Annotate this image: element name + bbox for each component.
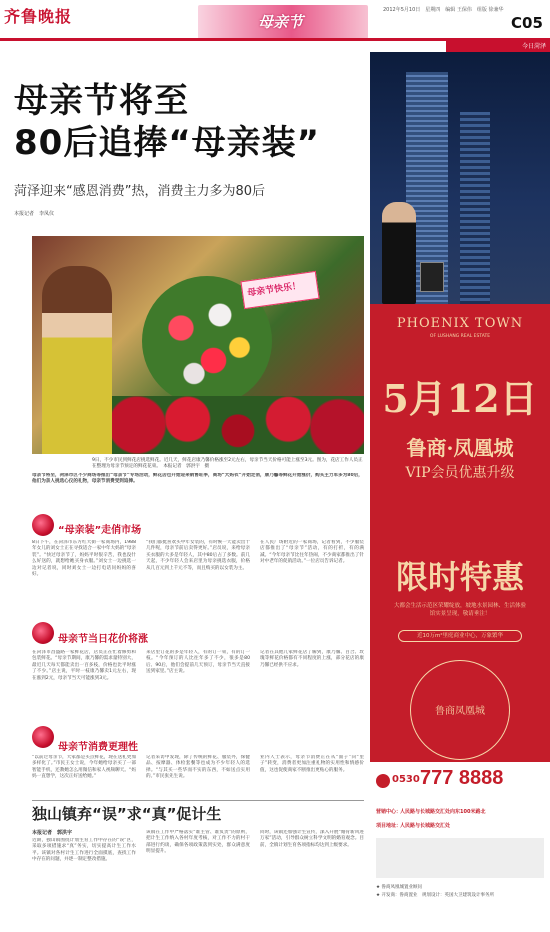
section-2-col-3: 记者在其他几家鲜花店了解到，康乃馨、百合、玫瑰等鲜花价格都有不同程度的上涨，部分花店的康乃馨已经供不应求。 [260,650,364,668]
ad-brand: PHOENIX TOWN [396,316,524,331]
newspaper-logo: 齐鲁晚报 [4,7,73,26]
addr-label: 营销中心： [376,809,402,815]
woman-figure [42,266,112,454]
section-3-col-1: “以前过母亲节，大家都是买点鲜花，现在送礼更加多样化了。”市民王女士说，今年她给母亲买了一部智能手机，还教她怎么用微信和家人视频聊天。“妈妈一直想学，这次正好送给她。” [32,755,136,780]
subhead-1: “母亲装”走俏市场 [58,525,142,536]
ad-project: 鲁商·凤凰城 [406,436,514,460]
ad-date: 5月12日 [382,376,538,421]
ad-vip: VIP会员优惠升级 [405,465,515,481]
section-2-col-1: 在菏泽市昌盛路一家鲜花店，店员正在忙着修剪和包装鲜花。“母亲节期间，康乃馨的需求量特别大，最近几天每天都能卖出一百多枝，价格也比平时涨了不少。”店主说，平时一枝康乃馨卖1元左右，现在涨到2元，母亲节当天可能涨到3元。 [32,650,136,681]
bottom-col-1: 近期，独山镇围绕计划生育工作中存在的“误”区，采取多项措施求“真”务实，切实提高计生工作水平。该镇对各村计生工作进行全面摸底，查找工作中存在的问题，并逐一制定整改措施。 [32,838,136,863]
section-2-col-2: 来店里订花的多是年轻人，有的订一束，有的订一枝。“今年预订的人比往年多了不少，很多是80后、90后，他们会提前几天预订，母亲节当天直接送到家里。”店主说。 [146,650,250,675]
bottom-byline: 本报记者 郭洪宇 [32,830,73,836]
section-3-col-2: 记者采访中发现，除了传统的鲜花、服装外，保健品、按摩器、体检套餐等也成为不少年轻人的选择。“与其买一些华而不实的东西，不如送点实用的。”市民张先生说。 [146,755,250,780]
ad-logo: 鲁商凤凰城 [435,706,485,717]
rose-icon [32,514,54,536]
addr: 人民路与长城路交汇处向东100米路北 [400,809,486,815]
headline-line-1: 母亲节将至 [14,81,189,121]
flower-sign-text: 母亲节快乐！ [246,281,302,299]
subhead-3: 母亲节消费更理性 [58,742,138,753]
ad-bullet-2: ★ 开发商：鲁商置业 规划设计：英国大卫建筑设计事务所 [376,893,494,898]
issue-meta: 2012年5月10日 星期四 编辑 王保伟 组版 徐兼华 [383,7,504,13]
bottom-col-3: 同时，该镇还加强计生宣传，深入开展“婚育新风进万家”活动，引导群众树立科学文明的婚育观念。目前，全镇计划生育各项指标均达到上级要求。 [260,830,364,848]
section-3-col-3: 业内人士表示，母亲节消费正在从“面子”向“里子”转变，消费者更加注重礼物的实用性和情感价值，这也促使商家不断推出更贴心的服务。 [260,755,364,773]
ad-desc: 大都会生活示范区荣耀绽放，坡地水景园林、生活体验馆实景呈现，敬请垂注！ [394,603,527,617]
rose-icon [32,622,54,644]
ad-special: 限时特惠 [395,558,524,596]
phone-prefix: 0530 [392,774,420,785]
addr2: 人民路与长城路交汇处 [400,823,451,829]
phone-icon [376,774,390,788]
phone-number: 777 8888 [420,767,504,789]
section-1-col-2: “我们都挺喜欢买中年女装的，有时候一天能卖出十几件呢，母亲节前后卖得更好。”店员说，来给母亲买衣服的大多是年轻人，其中80后占了多数。前几天起，不少年轻人会来店里为母亲挑选衣服，价格从几百元到上千元不等，而且购买的以女装为主。 [146,540,250,571]
shopping-bags [420,262,444,292]
rose-icon [32,726,54,748]
divider [32,800,364,801]
ad-brand-sub: OF LUSHANG REAL ESTATE [429,334,491,339]
news-photo [32,236,364,454]
red-flowers-foreground [112,396,364,454]
ad-pill: 近10万m²里庭商业中心，万象繁华 [398,630,522,642]
ad-photo [370,52,550,304]
headline-line-2: 80后追捧“母亲装” [14,123,321,163]
ad-bullet-1: ★ 鲁商凤凰城置业顾问 [376,885,422,890]
tower [460,112,490,304]
section-1-col-1: 8日下午，在菏泽市东方红大街一家商场内，1988年女儿的刘女士正在寻找适合一家中年大妈的“母亲装”。“快过母亲节了，妈妈平时很辛苦，我也没什么好送的，就想给她买身衣服。”刘女士一边挑选一边对记者说，同时刘女士一边打电话问妈妈的喜好。 [32,540,136,578]
addr2-label: 项目地址： [376,823,402,829]
section-label: 今日菏泽 [446,41,550,52]
model-figure [382,202,416,304]
banner-title: 母亲节 [258,13,304,31]
headline [14,80,320,164]
bottom-col-2: 该镇在工作中严格落实“谁主管、谁负责”的原则，把计生工作纳入各村年度考核，对工作不力的村干部进行约谈，确保各项政策落到实处，群众满意度明显提升。 [146,830,250,855]
section-1-col-3: 在人民广场附近的一家商场，记者看到，不少服装店都推出了“母亲节”活动，有的打折，有的满减。“今年母亲节比往年热闹，不少商家都推出了针对中老年的促销活动。”一位店员告诉记者。 [260,540,364,565]
bottom-headline: 独山镇弃“误”求“真”促计生 [32,805,222,823]
ad-map [376,838,544,878]
article-intro: 母亲节将至，菏泽市区不少商场等推出“母亲节”专场活动，鲜花店也开始迎来销售旺季，商场“大妈衣”开始走俏，康乃馨等鲜花开始涨价，购买主力军多为80后，他们为亲人挑选心仪的礼物，母亲节消费受到追捧。 [32,473,363,485]
byline: 本报记者 李凤仪 [14,211,55,217]
real-estate-ad [370,52,550,932]
page-number: C05 [511,14,543,32]
subtitle: 菏泽迎来“感恩消费”热，消费主力多为80后 [14,184,266,199]
photo-caption: 9日，不少市民到鲜花店挑选鲜花。近几天，鲜花店康乃馨价格涨至2元左右，母亲节当天价格可能上涨至3元。图为，花店工作人员正在整理为母亲节预定的鲜花花束。 本报记者 郭洪宇 摄 [92,458,363,470]
subhead-2: 母亲节当日花价将涨 [58,634,148,645]
